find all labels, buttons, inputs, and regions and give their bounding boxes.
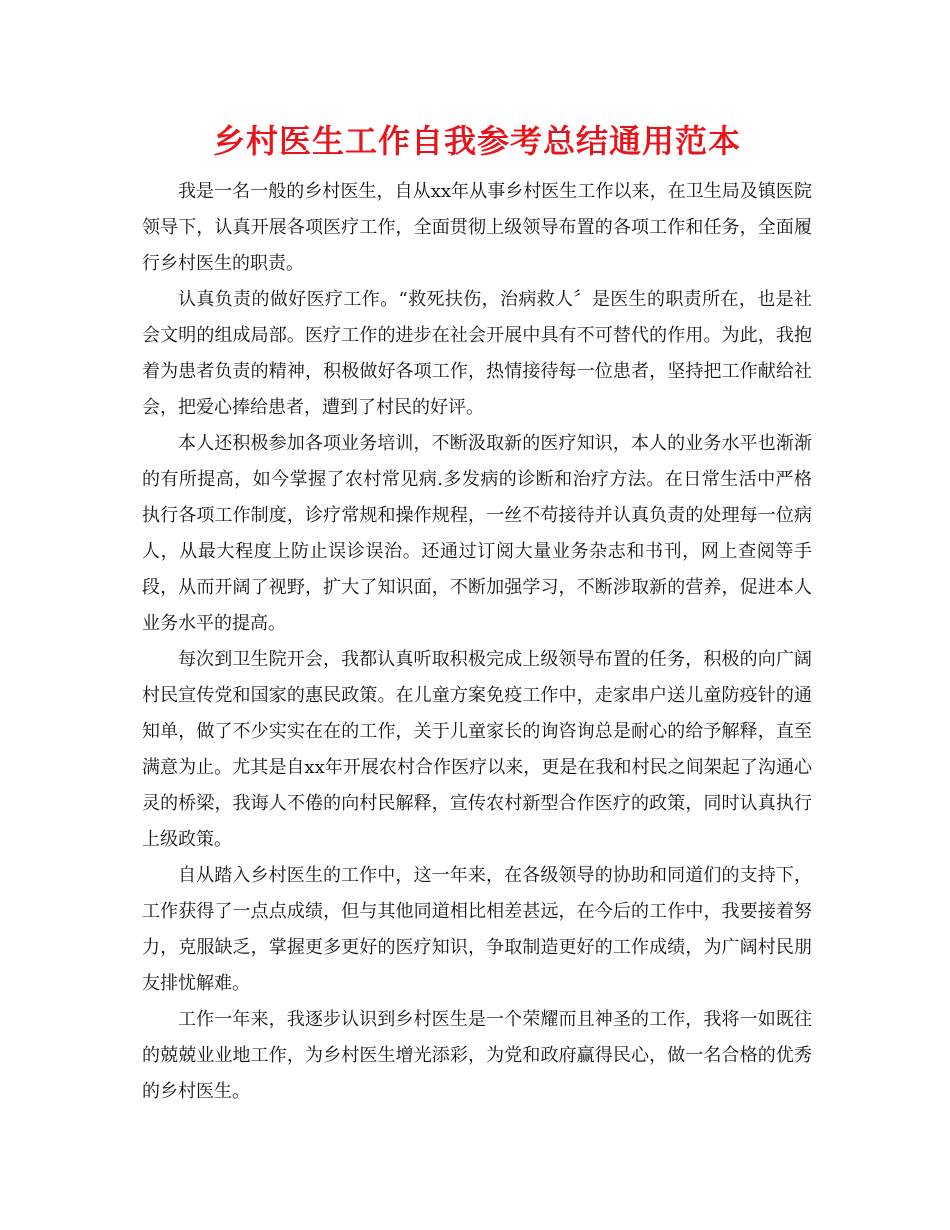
paragraph-6: 工作一年来，我逐步认识到乡村医生是一个荣耀而且神圣的工作，我将一如既往的兢兢业业地工作，为乡村医生增光添彩，为党和政府赢得民心，做一名合格的优秀的乡村医生。 (142, 1009, 812, 1102)
paragraph-2: 认真负责的做好医疗工作。“救死扶伤，治病救人〞是医生的职责所在，也是社会文明的组成局部。医疗工作的进步在社会开展中具有不可替代的作用。为此，我抱着为患者负责的精神，积极做好各项工作，热情接待每一位患者，坚持把工作献给社会，把爱心捧给患者，遭到了村民的好评。 (142, 289, 812, 418)
paragraph-5: 自从踏入乡村医生的工作中，这一年来，在各级领导的协助和同道们的支持下，工作获得了一点点成绩，但与其他同道相比相差甚远，在今后的工作中，我要接着努力，克服缺乏，掌握更多更好的医疗知识，争取制造更好的工作成绩，为广阔村民朋友排忧解难。 (142, 865, 812, 994)
paragraph-4: 每次到卫生院开会，我都认真听取积极完成上级领导布置的任务，积极的向广阔村民宣传党和国家的惠民政策。在儿童方案免疫工作中，走家串户送儿童防疫针的通知单，做了不少实实在在的工作，关于儿童家长的询咨询总是耐心的给予解释，直至满意为止。尤其是自xx年开展农村合作医疗以来，更是在我和村民之间架起了沟通心灵的桥梁，我诲人不倦的向村民解释，宣传农村新型合作医疗的政策，同时认真执行上级政策。 (142, 649, 812, 850)
document-page (142, 118, 812, 1110)
paragraph-1: 我是一名一般的乡村医生，自从xx年从事乡村医生工作以来，在卫生局及镇医院领导下，认真开展各项医疗工作，全面贯彻上级领导布置的各项工作和任务，全面履行乡村医生的职责。 (142, 181, 812, 274)
paragraph-3: 本人还积极参加各项业务培训，不断汲取新的医疗知识，本人的业务水平也渐渐的有所提高，如今掌握了农村常见病.多发病的诊断和治疗方法。在日常生活中严格执行各项工作制度，诊疗常规和操作规程，一丝不苟接待并认真负责的处理每一位病人，从最大程度上防止误诊误治。还通过订阅大量业务杂志和书刊，网上查阅等手段，从而开阔了视野，扩大了知识面，不断加强学习，不断涉取新的营养，促进本人业务水平的提高。 (142, 433, 812, 634)
document-title: 乡村医生工作自我参考总结通用范本 (212, 122, 741, 160)
